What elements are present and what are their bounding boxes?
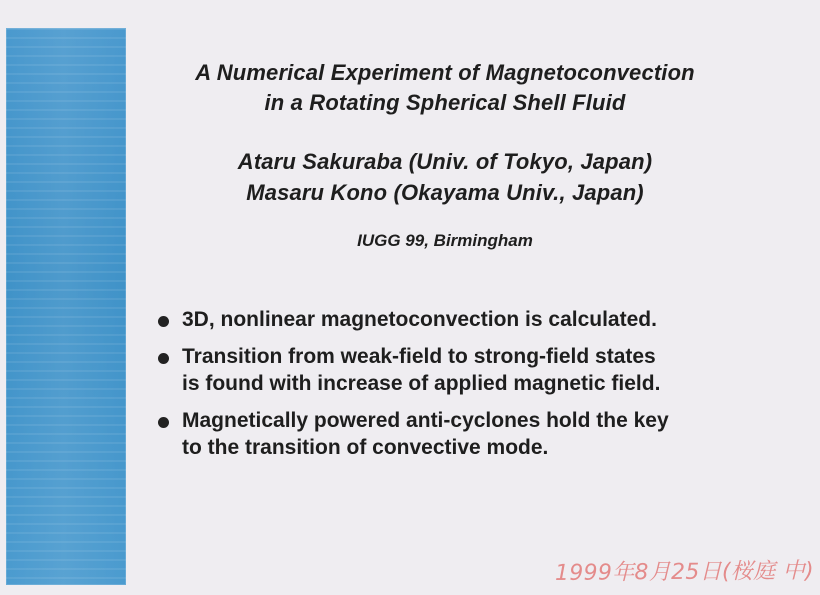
author-block: [130, 146, 760, 208]
author-line-2: Masaru Kono (Okayama Univ., Japan): [246, 180, 644, 205]
bullet-item: [158, 407, 748, 461]
title-line-1: A Numerical Experiment of Magnetoconvection: [195, 60, 695, 85]
bullet-dot-icon: [158, 316, 169, 327]
blue-side-bar: [6, 28, 126, 585]
author-line-1: Ataru Sakuraba (Univ. of Tokyo, Japan): [237, 149, 653, 174]
bullet-text: 3D, nonlinear magnetoconvection is calculated.: [182, 308, 657, 331]
title-line-2: in a Rotating Spherical Shell Fluid: [264, 90, 626, 115]
bullet-list: [158, 306, 748, 471]
bullet-item: [158, 343, 748, 397]
handwritten-date-note: 1999年8月25日(桜庭 中): [554, 558, 815, 586]
bullet-text: Transition from weak-field to strong-field states: [182, 345, 656, 368]
conference-label: IUGG 99, Birmingham: [357, 231, 533, 250]
bullet-text: is found with increase of applied magnetic field.: [182, 372, 661, 395]
bullet-item: [158, 306, 748, 333]
bullet-dot-icon: [158, 353, 169, 364]
title-block: [130, 58, 760, 118]
bullet-text: Magnetically powered anti-cyclones hold the key: [182, 409, 669, 432]
bullet-dot-icon: [158, 417, 169, 428]
bullet-text: to the transition of convective mode.: [182, 436, 549, 459]
